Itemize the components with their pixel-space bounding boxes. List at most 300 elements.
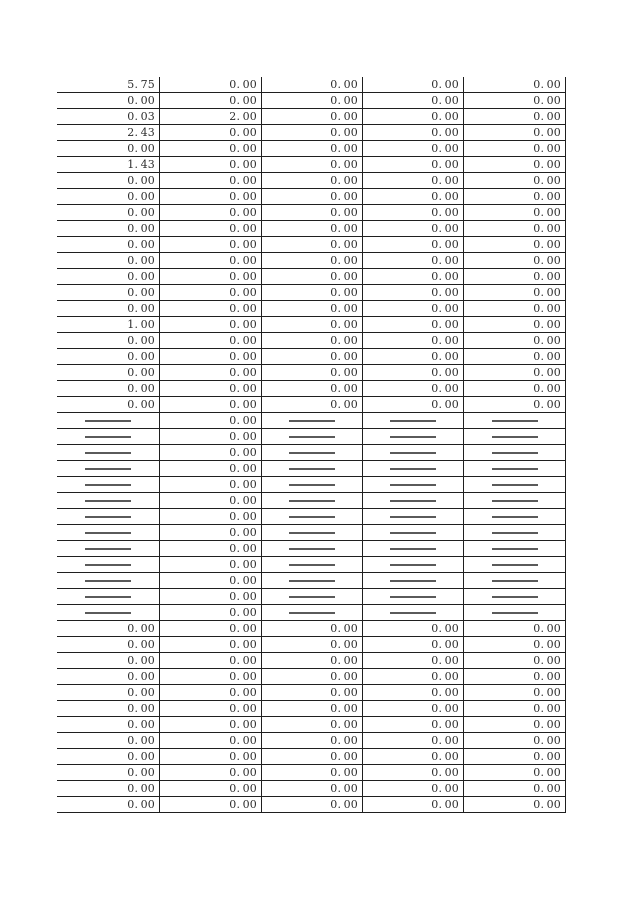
table-cell: 0. 00 (464, 173, 566, 188)
table-cell: 0. 00 (262, 125, 363, 140)
table-cell: 0. 00 (57, 397, 160, 412)
table-cell: 0. 00 (363, 333, 464, 348)
table-cell: 0. 00 (262, 157, 363, 172)
table-cell: 0. 00 (160, 573, 262, 588)
table-cell: 0. 00 (160, 365, 262, 380)
table-row (57, 413, 566, 429)
table-cell: 0. 00 (160, 317, 262, 332)
table-cell (363, 605, 464, 620)
table-cell: 0. 00 (57, 765, 160, 780)
table-cell: 0. 00 (464, 621, 566, 636)
table-cell: 0. 00 (57, 141, 160, 156)
table-cell: 0. 00 (363, 189, 464, 204)
table-cell: 0. 00 (262, 237, 363, 252)
table-cell: 0. 00 (464, 109, 566, 124)
dash-placeholder (390, 612, 436, 614)
table-cell (57, 477, 160, 492)
table-cell: 0. 00 (363, 397, 464, 412)
table-cell: 0. 00 (262, 109, 363, 124)
table-cell: 0. 00 (262, 669, 363, 684)
table-cell: 0. 00 (464, 765, 566, 780)
table-row (57, 365, 566, 381)
table-cell (464, 605, 566, 620)
table-row (57, 429, 566, 445)
table-row (57, 301, 566, 317)
dash-placeholder (390, 468, 436, 470)
table-cell: 0. 00 (464, 653, 566, 668)
table-cell (464, 573, 566, 588)
table-cell (262, 557, 363, 572)
table-cell: 0. 00 (363, 733, 464, 748)
table-cell: 0. 00 (160, 221, 262, 236)
table-cell: 0. 00 (57, 333, 160, 348)
table-cell: 0. 00 (363, 237, 464, 252)
table-cell (363, 557, 464, 572)
table-row (57, 525, 566, 541)
table-cell: 0. 00 (160, 445, 262, 460)
table-cell: 0. 00 (363, 781, 464, 796)
dash-placeholder (390, 436, 436, 438)
table-cell: 0. 00 (160, 189, 262, 204)
table-cell (57, 461, 160, 476)
table-row (57, 461, 566, 477)
dash-placeholder (85, 500, 131, 502)
table-cell (57, 509, 160, 524)
table-cell: 0. 00 (262, 733, 363, 748)
table-cell: 0. 00 (262, 749, 363, 764)
table-cell: 0. 00 (57, 781, 160, 796)
table-cell: 0. 00 (160, 637, 262, 652)
table-cell (464, 525, 566, 540)
table-cell: 0. 00 (160, 461, 262, 476)
table-cell: 0. 00 (464, 797, 566, 812)
table-cell (262, 589, 363, 604)
dash-placeholder (492, 500, 538, 502)
table-cell: 0. 00 (363, 685, 464, 700)
dash-placeholder (85, 596, 131, 598)
table-cell: 0. 00 (464, 269, 566, 284)
table-row (57, 93, 566, 109)
dash-placeholder (289, 516, 335, 518)
dash-placeholder (390, 564, 436, 566)
table-row (57, 141, 566, 157)
dash-placeholder (289, 596, 335, 598)
dash-placeholder (492, 452, 538, 454)
table-row (57, 237, 566, 253)
table-cell: 0. 00 (160, 605, 262, 620)
table-cell (262, 573, 363, 588)
table-row (57, 573, 566, 589)
table-cell: 0. 00 (160, 301, 262, 316)
table-cell: 0. 00 (464, 717, 566, 732)
table-row (57, 717, 566, 733)
table-cell: 0. 00 (262, 141, 363, 156)
table-cell: 0. 00 (363, 125, 464, 140)
table-cell: 0. 00 (363, 141, 464, 156)
table-cell: 0. 00 (464, 93, 566, 108)
table-cell (57, 413, 160, 428)
table-row (57, 557, 566, 573)
table-cell: 0. 00 (363, 253, 464, 268)
table-row (57, 221, 566, 237)
table-row (57, 493, 566, 509)
table-cell: 0. 00 (57, 637, 160, 652)
table-cell: 0. 00 (160, 541, 262, 556)
table-cell: 0. 00 (57, 189, 160, 204)
table-cell: 0. 00 (57, 365, 160, 380)
table-cell (363, 589, 464, 604)
table-cell (363, 541, 464, 556)
table-cell (262, 429, 363, 444)
table-cell: 0. 00 (160, 525, 262, 540)
table-cell: 0. 00 (363, 797, 464, 812)
table-cell (57, 525, 160, 540)
table-cell: 1. 43 (57, 157, 160, 172)
table-cell: 0. 00 (160, 733, 262, 748)
table-cell: 0. 00 (363, 381, 464, 396)
dash-placeholder (289, 484, 335, 486)
table-cell (363, 477, 464, 492)
table-cell: 0. 00 (464, 157, 566, 172)
table-cell: 0. 00 (57, 621, 160, 636)
dash-placeholder (289, 548, 335, 550)
table-row (57, 589, 566, 605)
table-cell: 0. 00 (160, 381, 262, 396)
table-cell: 0. 00 (363, 285, 464, 300)
table-row (57, 541, 566, 557)
table-cell: 0. 00 (160, 509, 262, 524)
table-cell: 0. 00 (464, 397, 566, 412)
dash-placeholder (492, 516, 538, 518)
table-cell: 0. 00 (160, 621, 262, 636)
table-cell: 0. 00 (464, 221, 566, 236)
table-cell: 0. 00 (363, 717, 464, 732)
table-cell: 0. 00 (363, 93, 464, 108)
table-cell: 0. 00 (262, 173, 363, 188)
table-cell (57, 557, 160, 572)
table-cell: 0. 00 (160, 685, 262, 700)
table-cell: 0. 00 (262, 397, 363, 412)
dash-placeholder (289, 612, 335, 614)
table-row (57, 685, 566, 701)
table-cell: 0. 00 (464, 77, 566, 92)
table-cell: 0. 00 (464, 237, 566, 252)
table-row (57, 173, 566, 189)
table-cell: 0. 00 (160, 349, 262, 364)
dash-placeholder (492, 612, 538, 614)
table-cell: 0. 00 (262, 365, 363, 380)
table-cell: 0. 00 (464, 301, 566, 316)
table-cell: 0. 00 (363, 669, 464, 684)
table-cell (57, 429, 160, 444)
table-cell: 0. 00 (464, 253, 566, 268)
table-cell: 0. 00 (57, 653, 160, 668)
table-row (57, 669, 566, 685)
dash-placeholder (492, 420, 538, 422)
table-row (57, 189, 566, 205)
table-cell (57, 573, 160, 588)
table-cell: 0. 00 (363, 365, 464, 380)
table-cell: 0. 00 (160, 477, 262, 492)
table-cell: 0. 00 (262, 685, 363, 700)
table-cell: 0. 00 (160, 269, 262, 284)
table-cell: 0. 00 (57, 685, 160, 700)
dash-placeholder (289, 436, 335, 438)
dash-placeholder (390, 452, 436, 454)
table-cell: 0. 00 (262, 205, 363, 220)
table-row (57, 749, 566, 765)
dash-placeholder (492, 564, 538, 566)
table-cell: 0. 00 (160, 125, 262, 140)
table-row (57, 765, 566, 781)
table-cell: 0. 00 (464, 381, 566, 396)
table-cell (363, 525, 464, 540)
table-cell: 0. 00 (363, 749, 464, 764)
table-cell (464, 493, 566, 508)
table-cell: 0. 00 (57, 717, 160, 732)
table-cell: 0. 00 (160, 93, 262, 108)
table-row (57, 381, 566, 397)
table-cell: 0. 00 (57, 301, 160, 316)
table-cell: 0. 00 (464, 701, 566, 716)
table-cell (262, 461, 363, 476)
table-cell: 0. 00 (160, 493, 262, 508)
table-cell (464, 589, 566, 604)
table-cell: 0. 00 (262, 333, 363, 348)
table-cell: 0. 00 (160, 781, 262, 796)
table-cell: 0. 00 (57, 253, 160, 268)
table-cell: 0. 00 (160, 77, 262, 92)
table-cell: 0. 00 (262, 221, 363, 236)
dash-placeholder (289, 452, 335, 454)
table-cell: 0. 00 (363, 221, 464, 236)
table-cell: 0. 00 (363, 621, 464, 636)
dash-placeholder (390, 500, 436, 502)
table-cell: 0. 00 (57, 205, 160, 220)
dash-placeholder (289, 532, 335, 534)
table-cell: 0. 00 (262, 797, 363, 812)
table-cell: 0. 00 (363, 349, 464, 364)
table-cell (262, 477, 363, 492)
table-cell: 0. 00 (363, 317, 464, 332)
table-cell: 0. 00 (262, 717, 363, 732)
dash-placeholder (289, 500, 335, 502)
table-row (57, 269, 566, 285)
table-row (57, 317, 566, 333)
table-cell (363, 509, 464, 524)
table-row (57, 621, 566, 637)
table-cell (464, 461, 566, 476)
table-cell: 0. 00 (464, 141, 566, 156)
table-cell (262, 541, 363, 556)
table-row (57, 509, 566, 525)
table-cell (57, 605, 160, 620)
table-cell: 0. 00 (57, 349, 160, 364)
dash-placeholder (85, 548, 131, 550)
table-row (57, 781, 566, 797)
table-cell: 0. 00 (464, 637, 566, 652)
dash-placeholder (85, 468, 131, 470)
table-cell: 0. 00 (160, 797, 262, 812)
table-cell: 2. 00 (160, 109, 262, 124)
table-cell: 0. 00 (363, 269, 464, 284)
dash-placeholder (85, 532, 131, 534)
dash-placeholder (85, 420, 131, 422)
dash-placeholder (85, 564, 131, 566)
table-cell (363, 461, 464, 476)
table-row (57, 605, 566, 621)
table-cell (363, 413, 464, 428)
table-cell: 0. 00 (464, 317, 566, 332)
table-row (57, 397, 566, 413)
table-cell: 0. 00 (262, 317, 363, 332)
table-cell (464, 509, 566, 524)
dash-placeholder (390, 516, 436, 518)
table-cell: 0. 00 (363, 173, 464, 188)
table-row (57, 637, 566, 653)
table-cell (464, 429, 566, 444)
dash-placeholder (390, 580, 436, 582)
table-row (57, 77, 566, 93)
table-cell (262, 445, 363, 460)
table-cell: 0. 00 (57, 237, 160, 252)
table-cell: 0. 00 (160, 701, 262, 716)
numeric-data-table (57, 77, 566, 813)
dash-placeholder (289, 564, 335, 566)
table-cell: 0. 00 (160, 141, 262, 156)
dash-placeholder (492, 484, 538, 486)
table-cell (57, 493, 160, 508)
table-cell: 0. 00 (262, 253, 363, 268)
table-cell: 0. 00 (262, 77, 363, 92)
table-cell: 0. 00 (160, 333, 262, 348)
table-cell: 0. 00 (57, 733, 160, 748)
dash-placeholder (492, 532, 538, 534)
table-row (57, 253, 566, 269)
table-cell: 0. 00 (160, 157, 262, 172)
table-cell: 0. 00 (262, 765, 363, 780)
dash-placeholder (85, 436, 131, 438)
table-cell: 0. 00 (262, 781, 363, 796)
table-cell: 0. 00 (464, 733, 566, 748)
table-cell: 0. 00 (160, 237, 262, 252)
table-cell (464, 557, 566, 572)
table-cell: 0. 00 (464, 349, 566, 364)
dash-placeholder (85, 580, 131, 582)
table-cell: 0. 00 (57, 381, 160, 396)
table-cell (363, 493, 464, 508)
dash-placeholder (492, 436, 538, 438)
table-cell: 0. 00 (262, 93, 363, 108)
table-cell: 2. 43 (57, 125, 160, 140)
table-row (57, 349, 566, 365)
table-cell: 0. 00 (57, 269, 160, 284)
table-cell (57, 541, 160, 556)
table-cell: 0. 00 (363, 653, 464, 668)
table-cell: 0. 00 (363, 301, 464, 316)
table-cell: 0. 00 (262, 701, 363, 716)
dash-placeholder (85, 452, 131, 454)
table-cell: 0. 00 (57, 701, 160, 716)
table-cell: 0. 00 (363, 157, 464, 172)
table-row (57, 285, 566, 301)
table-cell (262, 525, 363, 540)
table-cell: 0. 00 (160, 253, 262, 268)
dash-placeholder (492, 580, 538, 582)
table-cell (464, 413, 566, 428)
table-cell: 0. 00 (57, 749, 160, 764)
table-cell: 0. 00 (464, 125, 566, 140)
table-row (57, 653, 566, 669)
table-cell: 0. 00 (464, 669, 566, 684)
table-cell: 0. 00 (160, 173, 262, 188)
dash-placeholder (390, 484, 436, 486)
table-cell: 0. 00 (363, 701, 464, 716)
table-row (57, 109, 566, 125)
dash-placeholder (492, 548, 538, 550)
table-cell (262, 413, 363, 428)
table-cell: 0. 00 (262, 189, 363, 204)
table-cell: 0. 00 (160, 669, 262, 684)
dash-placeholder (390, 532, 436, 534)
table-cell: 0. 00 (262, 653, 363, 668)
table-cell: 0. 00 (464, 781, 566, 796)
table-cell: 0. 00 (464, 285, 566, 300)
table-cell: 0. 00 (363, 637, 464, 652)
table-cell (363, 429, 464, 444)
table-cell: 0. 00 (262, 637, 363, 652)
table-row (57, 733, 566, 749)
table-cell: 0. 00 (160, 653, 262, 668)
dash-placeholder (289, 420, 335, 422)
table-row (57, 477, 566, 493)
dash-placeholder (85, 484, 131, 486)
table-row (57, 157, 566, 173)
table-cell: 0. 00 (160, 717, 262, 732)
table-cell (464, 541, 566, 556)
dash-placeholder (289, 580, 335, 582)
table-cell (363, 445, 464, 460)
table-cell: 0. 00 (160, 205, 262, 220)
table-cell: 0. 00 (363, 77, 464, 92)
dash-placeholder (492, 468, 538, 470)
table-cell: 0. 00 (57, 93, 160, 108)
table-cell: 0. 00 (160, 765, 262, 780)
table-row (57, 205, 566, 221)
table-cell: 1. 00 (57, 317, 160, 332)
dash-placeholder (85, 516, 131, 518)
table-cell (262, 509, 363, 524)
table-row (57, 125, 566, 141)
table-cell (57, 445, 160, 460)
table-cell: 0. 00 (160, 557, 262, 572)
table-cell: 0. 00 (160, 429, 262, 444)
table-cell: 0. 00 (262, 349, 363, 364)
dash-placeholder (390, 596, 436, 598)
table-cell: 0. 03 (57, 109, 160, 124)
table-cell: 0. 00 (57, 797, 160, 812)
table-cell: 0. 00 (160, 413, 262, 428)
table-row (57, 333, 566, 349)
table-cell: 5. 75 (57, 77, 160, 92)
table-cell: 0. 00 (363, 205, 464, 220)
table-cell (57, 589, 160, 604)
dash-placeholder (390, 548, 436, 550)
table-cell: 0. 00 (363, 765, 464, 780)
table-cell: 0. 00 (262, 269, 363, 284)
table-cell: 0. 00 (262, 301, 363, 316)
table-cell: 0. 00 (464, 333, 566, 348)
